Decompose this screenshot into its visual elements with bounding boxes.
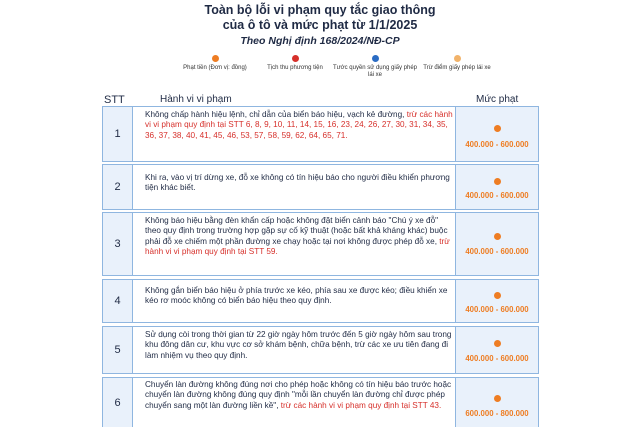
row-violation-text bbox=[145, 380, 455, 411]
legend-label: Tịch thu phương tiện bbox=[267, 65, 323, 71]
violation-text: Không gắn biển báo hiệu ở phía trước xe kéo, phía sau xe được kéo; điều khiển xe kéo rơ moóc không có biển báo hiệu theo quy định. bbox=[145, 286, 448, 306]
legend bbox=[150, 55, 510, 83]
page-subtitle: Theo Nghị định 168/2024/NĐ-CP bbox=[240, 35, 400, 47]
violation-text: Không báo hiệu bằng đèn khẩn cấp hoặc không đặt biển cảnh báo "Chú ý xe đỗ" theo quy định trong trường hợp gặp sự cố kỹ thuật (hoặc bất khả kháng khác) buộc phải đỗ xe chiếm một phần đường xe chạy hoặc tại nơi không được phép đỗ xe, bbox=[145, 216, 448, 246]
legend-label: Tước quyền sử dụng giấy phép lái xe bbox=[332, 65, 418, 78]
table-row bbox=[102, 279, 539, 323]
row-violation-text bbox=[145, 330, 455, 361]
row-violation-text bbox=[145, 216, 455, 258]
fine-dot-icon bbox=[494, 233, 501, 240]
legend-item-confiscate bbox=[250, 55, 340, 72]
row-stt: 5 bbox=[103, 327, 133, 373]
page-title-line2: của ô tô và mức phạt từ 1/1/2025 bbox=[222, 18, 418, 32]
blue-dot-icon bbox=[372, 55, 379, 62]
row-stt: 6 bbox=[103, 378, 133, 427]
row-fine bbox=[455, 280, 538, 322]
row-fine bbox=[455, 107, 538, 161]
legend-item-fine bbox=[170, 55, 260, 72]
row-stt: 4 bbox=[103, 280, 133, 322]
table-row bbox=[102, 377, 539, 427]
fine-amount: 400.000 - 600.000 bbox=[465, 191, 529, 200]
column-header-violation: Hành vi vi phạm bbox=[160, 94, 232, 105]
violation-text: Chuyển làn đường không đúng nơi cho phép hoặc không có tín hiệu báo trước hoặc chuyển làn đường không đúng quy định "mỗi lần chuyển làn đường chỉ được phép chuyển sang một làn đường liền kề", bbox=[145, 380, 452, 410]
violation-text: Sử dụng còi trong thời gian từ 22 giờ ngày hôm trước đến 5 giờ ngày hôm sau trong khu đông dân cư, khu vực cơ sở khám bệnh, chữa bệnh, trừ các xe ưu tiên đang đi làm nhiệm vụ theo quy định. bbox=[145, 330, 452, 360]
row-stt: 1 bbox=[103, 107, 133, 161]
fine-amount: 400.000 - 600.000 bbox=[465, 247, 529, 256]
row-violation-text bbox=[145, 286, 455, 307]
violation-text: Khi ra, vào vị trí dừng xe, đỗ xe không có tín hiệu báo cho người điều khiển phương tiện khác biết. bbox=[145, 173, 450, 193]
row-stt: 2 bbox=[103, 165, 133, 209]
orange-dot-icon bbox=[212, 55, 219, 62]
exception-text: trừ các hành vi vi phạm quy định tại STT 6, 8, 9, 10, 11, 14, 15, 16, 23, 24, 26, 27, 30, 31, 34, 35, 36, 37, 38, 40, 41, 45, 46, 53, 57, 58, 59, 62, 64, 65, 71. bbox=[145, 110, 453, 140]
fine-dot-icon bbox=[494, 395, 501, 402]
row-violation-text bbox=[145, 173, 455, 194]
fine-amount: 400.000 - 600.000 bbox=[465, 140, 529, 149]
fine-dot-icon bbox=[494, 178, 501, 185]
row-violation-text bbox=[145, 110, 455, 141]
column-header-stt: STT bbox=[104, 94, 125, 106]
light-orange-dot-icon bbox=[454, 55, 461, 62]
table-row bbox=[102, 212, 539, 276]
legend-label: Phạt tiền (Đơn vị: đồng) bbox=[183, 65, 247, 71]
page-title-line1: Toàn bộ lỗi vi phạm quy tắc giao thông bbox=[204, 3, 436, 17]
fine-dot-icon bbox=[494, 340, 501, 347]
fine-dot-icon bbox=[494, 125, 501, 132]
fine-dot-icon bbox=[494, 292, 501, 299]
table-row bbox=[102, 164, 539, 210]
table-row bbox=[102, 326, 539, 374]
row-fine bbox=[455, 165, 538, 209]
legend-item-revoke-license bbox=[330, 55, 420, 78]
legend-item-deduct-points bbox=[412, 55, 502, 72]
violation-text: Không chấp hành hiệu lệnh, chỉ dẫn của biển báo hiệu, vạch kẻ đường, bbox=[145, 110, 405, 119]
fine-amount: 600.000 - 800.000 bbox=[465, 409, 529, 418]
exception-text: trừ hành vi vi phạm quy định tại STT 59. bbox=[145, 236, 450, 257]
row-fine bbox=[455, 378, 538, 427]
column-header-fine: Mức phạt bbox=[476, 94, 519, 105]
row-fine bbox=[455, 213, 538, 275]
fine-amount: 400.000 - 600.000 bbox=[465, 305, 529, 314]
fine-amount: 400.000 - 600.000 bbox=[465, 354, 529, 363]
row-fine bbox=[455, 327, 538, 373]
row-stt: 3 bbox=[103, 213, 133, 275]
table-row bbox=[102, 106, 539, 162]
exception-text: trừ các hành vi vi phạm quy định tại STT 43. bbox=[280, 400, 442, 410]
legend-label: Trừ điểm giấy phép lái xe bbox=[423, 65, 491, 71]
red-dot-icon bbox=[292, 55, 299, 62]
